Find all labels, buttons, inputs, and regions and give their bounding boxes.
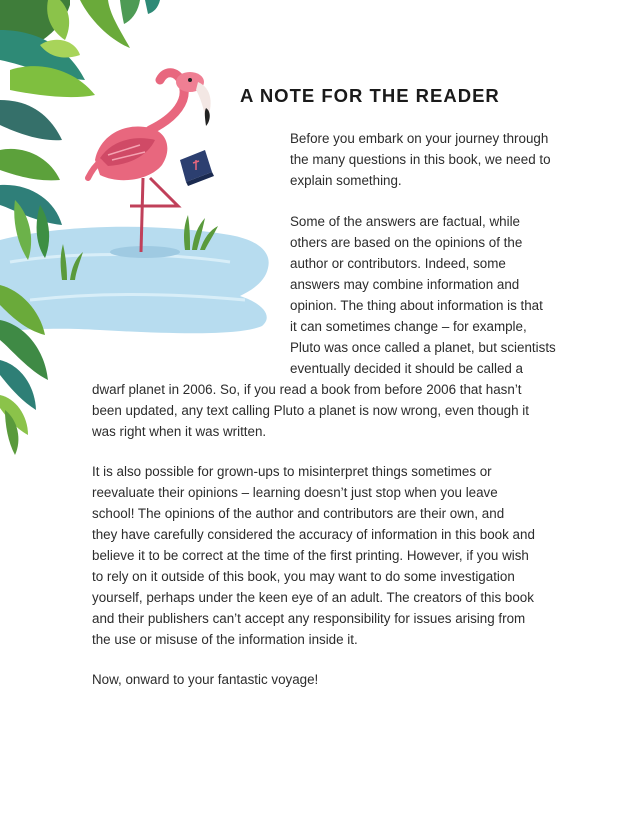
text-line: Before you embark on your journey through — [290, 131, 549, 146]
text-line: to rely on it outside of this book, you may want to do some investigation — [92, 569, 515, 584]
text-line: author or contributors. Indeed, some — [290, 256, 506, 271]
text-line: answers may combine information and — [290, 277, 520, 292]
text-line: school! The opinions of the author and contributors are their own, and — [92, 506, 505, 521]
text-line: others are based on the opinions of the — [290, 235, 523, 250]
text-line: Pluto was once called a planet, but scientists — [290, 340, 556, 355]
text-line: the many questions in this book, we need to — [290, 152, 551, 167]
flamingo — [88, 72, 214, 252]
text-line: they have carefully considered the accuracy of information in this book and — [92, 527, 535, 542]
text-line: Some of the answers are factual, while — [290, 214, 520, 229]
text-line: dwarf planet in 2006. So, if you read a book from before 2006 that hasn’t — [92, 382, 522, 397]
text-line: yourself, perhaps under the keen eye of an adult. The creators of this book — [92, 590, 534, 605]
text-line: was right when it was written. — [92, 424, 267, 439]
text-line: reevaluate their opinions – learning doesn’t just stop when you leave — [92, 485, 498, 500]
text-line: been updated, any text calling Pluto a planet is now wrong, even though it — [92, 403, 529, 418]
text-line: eventually decided it should be called a — [290, 361, 524, 376]
text-line: explain something. — [290, 173, 402, 188]
text-line: and their publishers can’t accept any responsibility for issues arising from — [92, 611, 526, 626]
text-line: believe it to be correct at the time of the first printing. However, if you wish — [92, 548, 529, 563]
text-line: opinion. The thing about information is that — [290, 298, 543, 313]
book-icon — [180, 150, 214, 186]
text-line: Now, onward to your fantastic voyage! — [92, 672, 319, 687]
text-line: it can sometimes change – for example, — [290, 319, 527, 334]
text-line: It is also possible for grown-ups to misinterpret things sometimes or — [92, 464, 492, 479]
text-line: the use or misuse of the information inside it. — [92, 632, 358, 647]
page-title: A NOTE FOR THE READER — [240, 85, 500, 106]
